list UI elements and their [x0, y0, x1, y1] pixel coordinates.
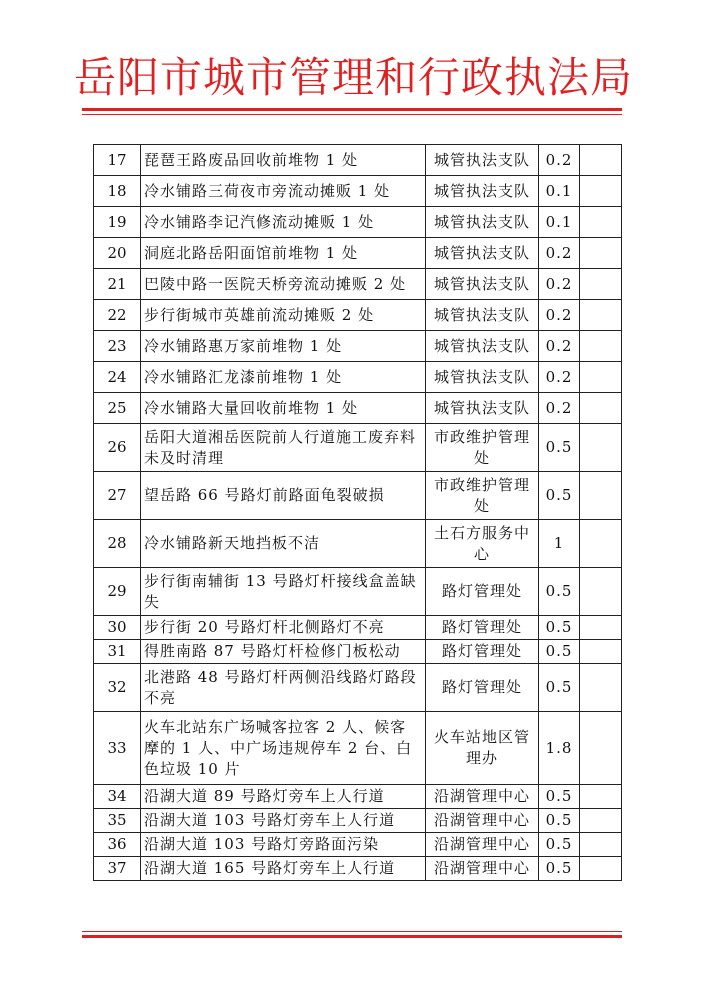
deduction-score: 0.2 [539, 300, 580, 331]
table-row [94, 424, 622, 472]
deduction-score: 0.1 [539, 176, 580, 207]
remarks [580, 362, 622, 393]
deduction-score: 0.2 [539, 331, 580, 362]
row-number: 29 [94, 568, 141, 616]
table-row [94, 833, 622, 857]
table-row [94, 520, 622, 568]
row-number: 27 [94, 472, 141, 520]
deduction-score: 1.8 [539, 712, 580, 785]
row-number: 26 [94, 424, 141, 472]
remarks [580, 207, 622, 238]
header-rule-thin [82, 114, 622, 115]
issue-description: 步行街城市英雄前流动摊贩 2 处 [141, 300, 426, 331]
remarks [580, 331, 622, 362]
deduction-score: 0.5 [539, 857, 580, 881]
table-body [94, 145, 622, 881]
issue-description: 沿湖大道 89 号路灯旁车上人行道 [141, 785, 426, 809]
issue-description: 沿湖大道 103 号路灯旁车上人行道 [141, 809, 426, 833]
responsible-unit: 城管执法支队 [426, 238, 539, 269]
responsible-unit: 城管执法支队 [426, 145, 539, 176]
remarks [580, 785, 622, 809]
row-number: 37 [94, 857, 141, 881]
responsible-unit: 城管执法支队 [426, 269, 539, 300]
responsible-unit: 路灯管理处 [426, 664, 539, 712]
issue-description: 冷水铺路汇龙漆前堆物 1 处 [141, 362, 426, 393]
remarks [580, 833, 622, 857]
row-number: 23 [94, 331, 141, 362]
remarks [580, 424, 622, 472]
footer-rule-thick [82, 935, 622, 938]
row-number: 18 [94, 176, 141, 207]
issue-description: 冷水铺路三荷夜市旁流动摊贩 1 处 [141, 176, 426, 207]
remarks [580, 238, 622, 269]
row-number: 20 [94, 238, 141, 269]
deduction-score: 0.5 [539, 472, 580, 520]
table-row [94, 809, 622, 833]
responsible-unit: 火车站地区管理办 [426, 712, 539, 785]
row-number: 25 [94, 393, 141, 424]
issue-description: 冷水铺路惠万家前堆物 1 处 [141, 331, 426, 362]
row-number: 19 [94, 207, 141, 238]
issue-description: 火车北站东广场喊客拉客 2 人、候客摩的 1 人、中广场违规停车 2 台、白色垃圾 10 片 [141, 712, 426, 785]
table-row [94, 331, 622, 362]
deduction-score: 0.2 [539, 362, 580, 393]
remarks [580, 145, 622, 176]
deduction-score: 0.5 [539, 616, 580, 640]
responsible-unit: 城管执法支队 [426, 176, 539, 207]
table-row [94, 472, 622, 520]
row-number: 30 [94, 616, 141, 640]
table-row [94, 300, 622, 331]
remarks [580, 857, 622, 881]
issue-description: 望岳路 66 号路灯前路面龟裂破损 [141, 472, 426, 520]
table-row [94, 393, 622, 424]
responsible-unit: 市政维护管理处 [426, 472, 539, 520]
responsible-unit: 城管执法支队 [426, 331, 539, 362]
table-row [94, 568, 622, 616]
responsible-unit: 土石方服务中心 [426, 520, 539, 568]
responsible-unit: 沿湖管理中心 [426, 857, 539, 881]
table-row [94, 712, 622, 785]
deduction-score: 0.5 [539, 664, 580, 712]
row-number: 22 [94, 300, 141, 331]
row-number: 32 [94, 664, 141, 712]
deduction-score: 0.1 [539, 207, 580, 238]
issue-description: 冷水铺路大量回收前堆物 1 处 [141, 393, 426, 424]
responsible-unit: 城管执法支队 [426, 393, 539, 424]
remarks [580, 393, 622, 424]
remarks [580, 809, 622, 833]
deduction-score: 1 [539, 520, 580, 568]
row-number: 24 [94, 362, 141, 393]
responsible-unit: 路灯管理处 [426, 568, 539, 616]
issue-description: 步行街 20 号路灯杆北侧路灯不亮 [141, 616, 426, 640]
responsible-unit: 路灯管理处 [426, 616, 539, 640]
deduction-score: 0.5 [539, 809, 580, 833]
issue-description: 冷水铺路李记汽修流动摊贩 1 处 [141, 207, 426, 238]
row-number: 36 [94, 833, 141, 857]
responsible-unit: 城管执法支队 [426, 300, 539, 331]
issue-description: 得胜南路 87 号路灯杆检修门板松动 [141, 640, 426, 664]
remarks [580, 176, 622, 207]
row-number: 21 [94, 269, 141, 300]
deduction-score: 0.2 [539, 145, 580, 176]
table-row [94, 207, 622, 238]
page-title: 岳阳市城市管理和行政执法局 [73, 53, 633, 102]
deduction-score: 0.2 [539, 269, 580, 300]
issue-description: 冷水铺路新天地挡板不洁 [141, 520, 426, 568]
row-number: 31 [94, 640, 141, 664]
deduction-score: 0.2 [539, 238, 580, 269]
issue-description: 洞庭北路岳阳面馆前堆物 1 处 [141, 238, 426, 269]
row-number: 35 [94, 809, 141, 833]
responsible-unit: 市政维护管理处 [426, 424, 539, 472]
responsible-unit: 沿湖管理中心 [426, 785, 539, 809]
table-row [94, 616, 622, 640]
row-number: 28 [94, 520, 141, 568]
issue-description: 北港路 48 号路灯杆两侧沿线路灯路段不亮 [141, 664, 426, 712]
table-row [94, 145, 622, 176]
issue-description: 巴陵中路一医院天桥旁流动摊贩 2 处 [141, 269, 426, 300]
remarks [580, 568, 622, 616]
deduction-score: 0.5 [539, 640, 580, 664]
issue-description: 岳阳大道湘岳医院前人行道施工废弃料未及时清理 [141, 424, 426, 472]
responsible-unit: 路灯管理处 [426, 640, 539, 664]
issue-description: 沿湖大道 165 号路灯旁车上人行道 [141, 857, 426, 881]
responsible-unit: 城管执法支队 [426, 207, 539, 238]
remarks [580, 472, 622, 520]
row-number: 33 [94, 712, 141, 785]
table-row [94, 664, 622, 712]
table-row [94, 238, 622, 269]
responsible-unit: 城管执法支队 [426, 362, 539, 393]
deduction-score: 0.5 [539, 424, 580, 472]
deduction-score: 0.5 [539, 568, 580, 616]
header-rule-thick [82, 108, 622, 111]
remarks [580, 640, 622, 664]
row-number: 17 [94, 145, 141, 176]
remarks [580, 712, 622, 785]
responsible-unit: 沿湖管理中心 [426, 809, 539, 833]
violation-table [93, 144, 622, 881]
issue-description: 琵琶王路废品回收前堆物 1 处 [141, 145, 426, 176]
table-row [94, 785, 622, 809]
table-row [94, 176, 622, 207]
table-row [94, 269, 622, 300]
remarks [580, 269, 622, 300]
responsible-unit: 沿湖管理中心 [426, 833, 539, 857]
deduction-score: 0.2 [539, 393, 580, 424]
table-row [94, 640, 622, 664]
remarks [580, 664, 622, 712]
row-number: 34 [94, 785, 141, 809]
remarks [580, 300, 622, 331]
remarks [580, 520, 622, 568]
deduction-score: 0.5 [539, 785, 580, 809]
remarks [580, 616, 622, 640]
issue-description: 沿湖大道 103 号路灯旁路面污染 [141, 833, 426, 857]
footer-rule-thin [82, 931, 622, 932]
table-row [94, 362, 622, 393]
issue-description: 步行街南辅街 13 号路灯杆接线盒盖缺失 [141, 568, 426, 616]
table-row [94, 857, 622, 881]
deduction-score: 0.5 [539, 833, 580, 857]
